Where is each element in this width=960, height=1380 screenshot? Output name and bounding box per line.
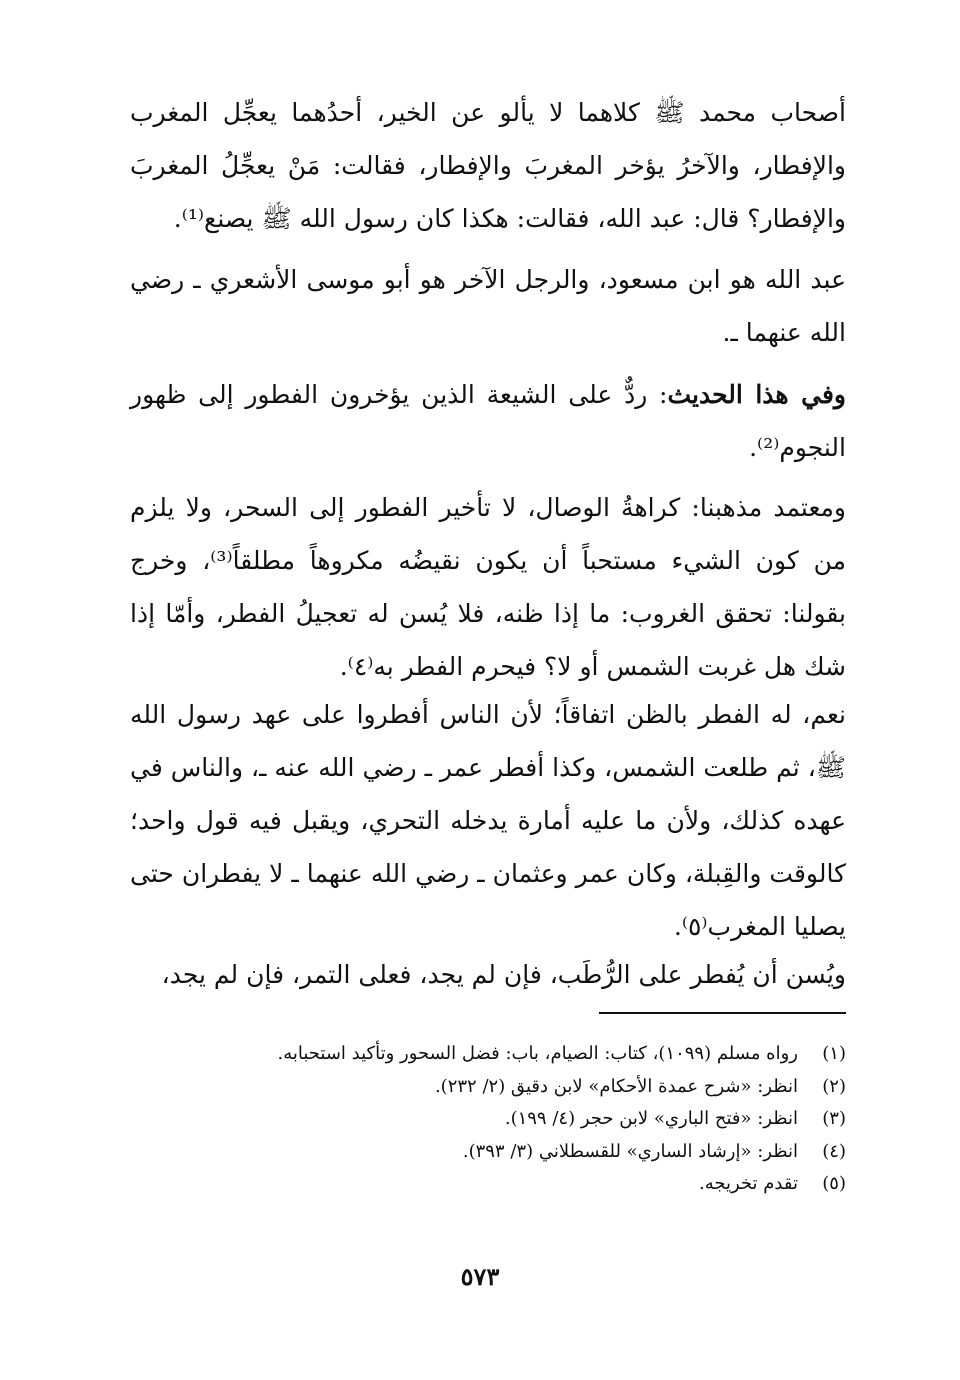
paragraph-5-text: نعم، له الفطر بالظن اتفاقاً؛ لأن الناس أفطروا على عهد رسول الله ﷺ، ثم طلعت الشمس، وكذا أفطر عمر ـ رضي الله عنه ـ، والناس في عهده كذلك، ولأن ما عليه أمارة يدخله التحري، ويقبل فيه قول واحد؛ كالوقت والقِبلة، وكان عمر وعثمان ـ رضي الله عنهما ـ لا يفطران حتى يصليا المغرب⁽٥⁾.	[130, 700, 846, 941]
footnote-item	[130, 1038, 846, 1071]
footnote-item	[130, 1168, 846, 1201]
paragraph-3-body: : ردٌّ على الشيعة الذين يؤخرون الفطور إلى ظهور النجوم⁽²⁾.	[130, 380, 846, 462]
paragraph-6-text: ويُسن أن يُفطر على الرُّطَب، فإن لم يجد، فعلى التمر، فإن لم يجد،	[161, 960, 846, 989]
footnote-item	[130, 1136, 846, 1169]
footnote-text: رواه مسلم (١٠٩٩)، كتاب: الصيام، باب: فضل السحور وتأكيد استحبابه.	[277, 1043, 798, 1064]
footnote-text: انظر: «فتح الباري» لابن حجر (٤/ ١٩٩).	[504, 1108, 798, 1129]
paragraph-3-heading: وفي هذا الحديث	[667, 380, 846, 409]
footnote-text: تقدم تخريجه.	[699, 1173, 798, 1194]
footnotes-list	[130, 1038, 846, 1201]
paragraph-4-text: ومعتمد مذهبنا: كراهةُ الوصال، لا تأخير الفطور إلى السحر، ولا يلزم من كون الشيء مستحباً أن يكون نقيضُه مكروهاً مطلقاً⁽³⁾، وخرج بقولنا: تحقق الغروب: ما إذا ظنه، فلا يُسن له تعجيلُ الفطر، وأمّا إذا شك هل غربت الشمس أو لا؟ فيحرم الفطر به⁽٤⁾.	[130, 493, 846, 681]
paragraph-2	[130, 253, 846, 359]
paragraph-1	[130, 86, 846, 245]
footnote-item	[130, 1103, 846, 1136]
paragraph-2-text: عبد الله هو ابن مسعود، والرجل الآخر هو أبو موسى الأشعري ـ رضي الله عنهما ـ.	[130, 265, 846, 347]
footnote-number: (٥)	[822, 1173, 846, 1194]
paragraph-5	[130, 688, 846, 953]
footnote-divider	[599, 1012, 846, 1014]
paragraph-6	[130, 948, 846, 1001]
footnote-number: (٣)	[822, 1108, 846, 1129]
footnote-number: (٤)	[822, 1140, 846, 1162]
paragraph-3	[130, 368, 846, 474]
paragraph-4	[130, 481, 846, 693]
page-number: ٥٧٣	[460, 1262, 500, 1291]
paragraph-1-text: أصحاب محمد ﷺ كلاهما لا يألو عن الخير، أحدُهما يعجِّل المغرب والإفطار، والآخرُ يؤخر المغربَ والإفطار، فقالت: مَنْ يعجِّلُ المغربَ والإفطار؟ قال: عبد الله، فقالت: هكذا كان رسول الله ﷺ يصنع⁽¹⁾.	[130, 98, 846, 233]
footnote-number: (١)	[822, 1043, 846, 1064]
paragraph-3-text	[130, 368, 846, 474]
footnote-number: (٢)	[822, 1075, 846, 1097]
footnote-item	[130, 1071, 846, 1104]
footnote-text: انظر: «شرح عمدة الأحكام» لابن دقيق (٢/ ٢٣٢).	[434, 1075, 798, 1097]
footnote-text: انظر: «إرشاد الساري» للقسطلاني (٣/ ٣٩٣).	[462, 1140, 798, 1162]
